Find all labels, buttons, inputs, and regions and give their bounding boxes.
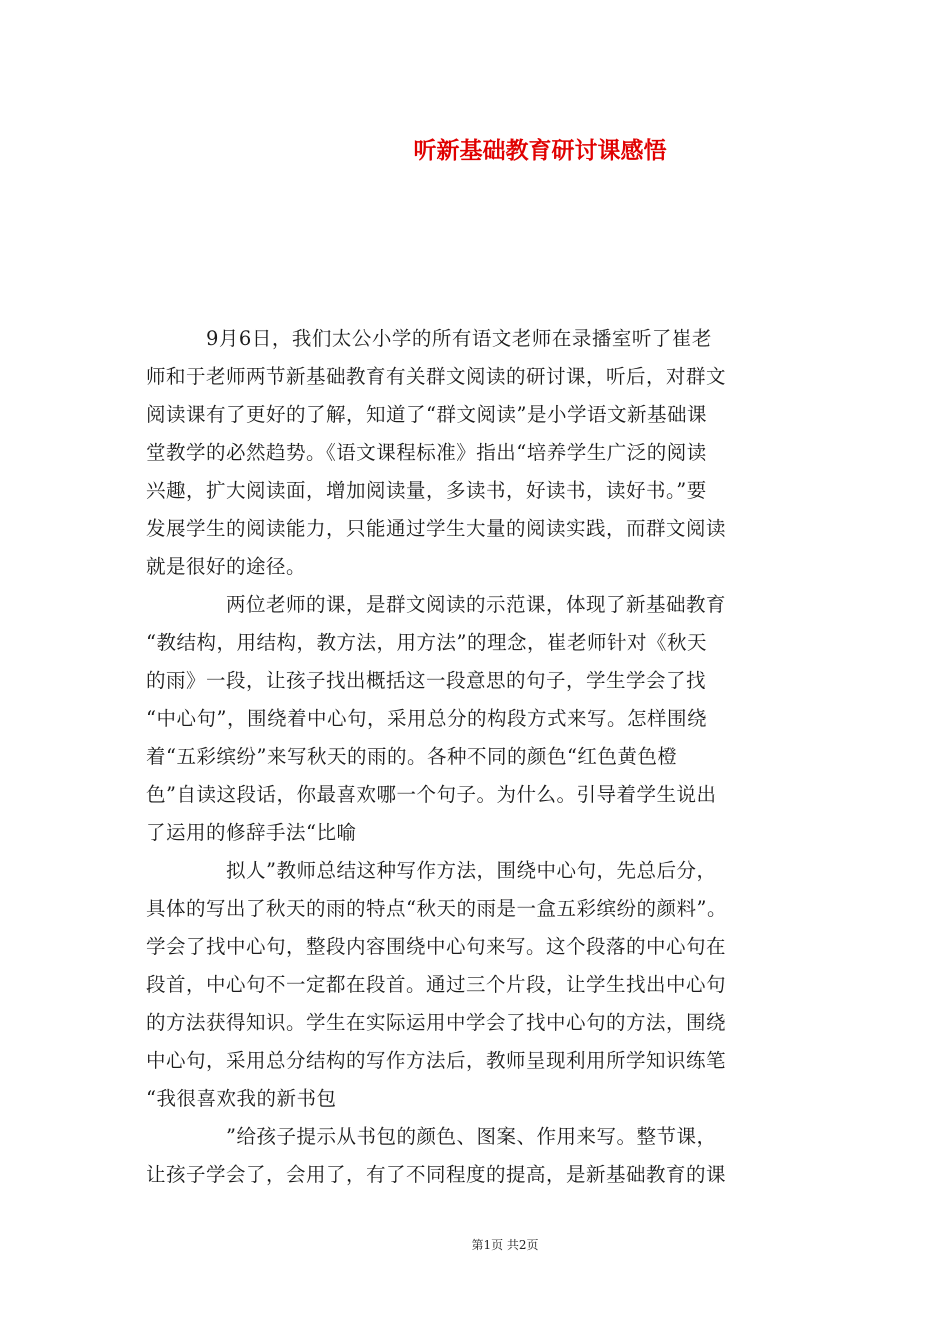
body-line: “我很喜欢我的新书包 — [146, 1087, 337, 1110]
body-line: 堂教学的必然趋势。《语文课程标准》指出“培养学生广泛的阅读 — [146, 441, 707, 464]
body-line: 拟人”教师总结这种写作方法，围绕中心句，先总后分， — [146, 859, 717, 882]
body-line: 中心句，采用总分结构的写作方法后，教师呈现利用所学知识练笔 — [146, 1049, 727, 1072]
body-line: 的方法获得知识。学生在实际运用中学会了找中心句的方法，围绕 — [146, 1011, 727, 1034]
body-line: 段首，中心句不一定都在段首。通过三个片段，让学生找出中心句 — [146, 973, 727, 996]
body-line: 两位老师的课，是群文阅读的示范课，体现了新基础教育 — [146, 593, 727, 616]
body-line: “中心句”，围绕着中心句，采用总分的构段方式来写。怎样围绕 — [146, 707, 707, 730]
body-line: 具体的写出了秋天的雨的特点“秋天的雨是一盒五彩缤纷的颜料”。 — [146, 897, 727, 920]
body-line: 让孩子学会了，会用了，有了不同程度的提高，是新基础教育的课 — [146, 1163, 727, 1186]
document-title: 听新基础教育研讨课感悟 — [413, 137, 667, 164]
body-line: 了运用的修辞手法“比喻 — [146, 821, 357, 844]
body-line: 兴趣，扩大阅读面，增加阅读量，多读书，好读书，读好书。”要 — [146, 479, 707, 502]
body-line: 就是很好的途径。 — [146, 555, 307, 578]
body-line: 9月6日，我们太公小学的所有语文老师在录播室听了崔老 — [146, 327, 712, 350]
body-line: 色”自读这段话，你最喜欢哪一个句子。为什么。引导着学生说出 — [146, 783, 717, 806]
body-line: ”给孩子提示从书包的颜色、图案、作用来写。整节课， — [146, 1125, 717, 1148]
body-line: 的雨》一段，让孩子找出概括这一段意思的句子，学生学会了找 — [146, 669, 707, 692]
body-line: 阅读课有了更好的了解，知道了“群文阅读”是小学语文新基础课 — [146, 403, 707, 426]
body-line: 着“五彩缤纷”来写秋天的雨的。各种不同的颜色“红色黄色橙 — [146, 745, 678, 768]
body-line: 发展学生的阅读能力，只能通过学生大量的阅读实践，而群文阅读 — [146, 517, 727, 540]
page-number: 第1页 共2页 — [471, 1238, 539, 1252]
body-line: “教结构，用结构，教方法，用方法”的理念，崔老师针对《秋天 — [146, 631, 707, 654]
body-line: 学会了找中心句，整段内容围绕中心句来写。这个段落的中心句在 — [146, 935, 727, 958]
body-line: 师和于老师两节新基础教育有关群文阅读的研讨课，听后，对群文 — [146, 365, 727, 388]
